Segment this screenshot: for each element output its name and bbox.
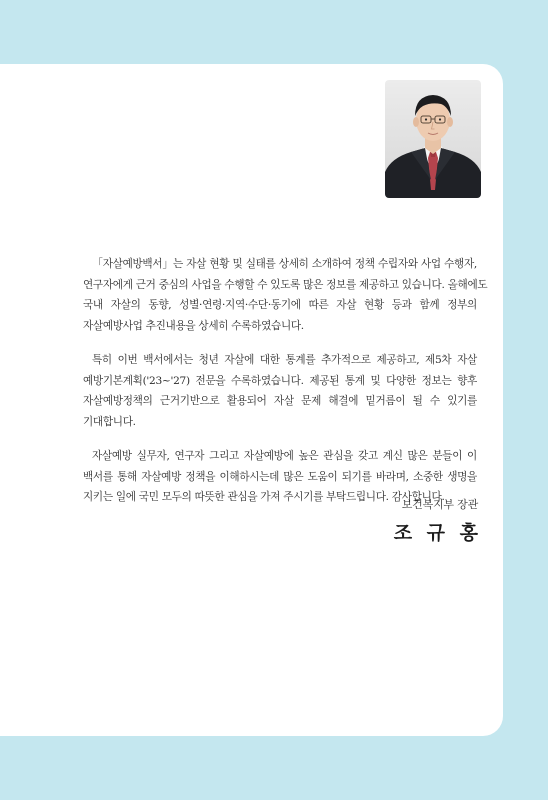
line-text: 자살예방 실무자, 연구자 그리고 자살예방에 높은 관심을 갖고 계신 많은 분들이 이 bbox=[92, 450, 477, 462]
paragraph-line: 기대합니다. bbox=[83, 415, 136, 428]
paragraph-line: 예방기본계획('23~'27) 전문을 수록하였습니다. 제공된 통계 및 다양한 정보는 향후 bbox=[83, 374, 477, 387]
paragraph-line: 백서를 통해 자살예방 정책을 이해하시는데 많은 도움이 되기를 바라며, 소중한 생명을 bbox=[83, 470, 477, 483]
page-card bbox=[0, 64, 503, 736]
signature-name: 조 규 홍 bbox=[393, 522, 482, 544]
paragraph-2 bbox=[83, 350, 477, 432]
minister-portrait bbox=[385, 80, 481, 198]
paragraph-line: 지키는 일에 국민 모두의 따뜻한 관심을 가져 주시기를 부탁드립니다. 감사합니다. bbox=[83, 491, 445, 503]
paragraph-line: 자살예방정책의 근거기반으로 활용되어 자살 문제 해결에 밑거름이 될 수 있기를 bbox=[83, 395, 477, 407]
paragraph-line: 자살예방사업 추진내용을 상세히 수록하였습니다. bbox=[83, 319, 304, 332]
signature-block bbox=[393, 496, 482, 545]
letter-body bbox=[83, 254, 488, 522]
paragraph-line: 연구자에게 근거 중심의 사업을 수행할 수 있도록 많은 정보를 제공하고 있습니다. 올해에도 bbox=[83, 278, 488, 291]
paragraph-line bbox=[83, 254, 477, 275]
line-text: 특히 이번 백서에서는 청년 자살에 대한 통계를 추가적으로 제공하고, 제5차 자살 bbox=[92, 354, 477, 366]
portrait-photo bbox=[385, 80, 481, 198]
line-text: 「자살예방백서」는 자살 현황 및 실태를 상세히 소개하여 정책 수립자와 사업 수행자, bbox=[92, 258, 477, 270]
paragraph-line: 국내 자살의 동향, 성별·연령·지역·수단·동기에 따른 자살 현황 등과 함께 정부의 bbox=[83, 299, 477, 311]
paragraph-line bbox=[83, 446, 477, 467]
paragraph-line bbox=[83, 350, 477, 371]
signature-title: 보건복지부 장관 bbox=[401, 498, 478, 511]
paragraph-1 bbox=[83, 254, 488, 336]
